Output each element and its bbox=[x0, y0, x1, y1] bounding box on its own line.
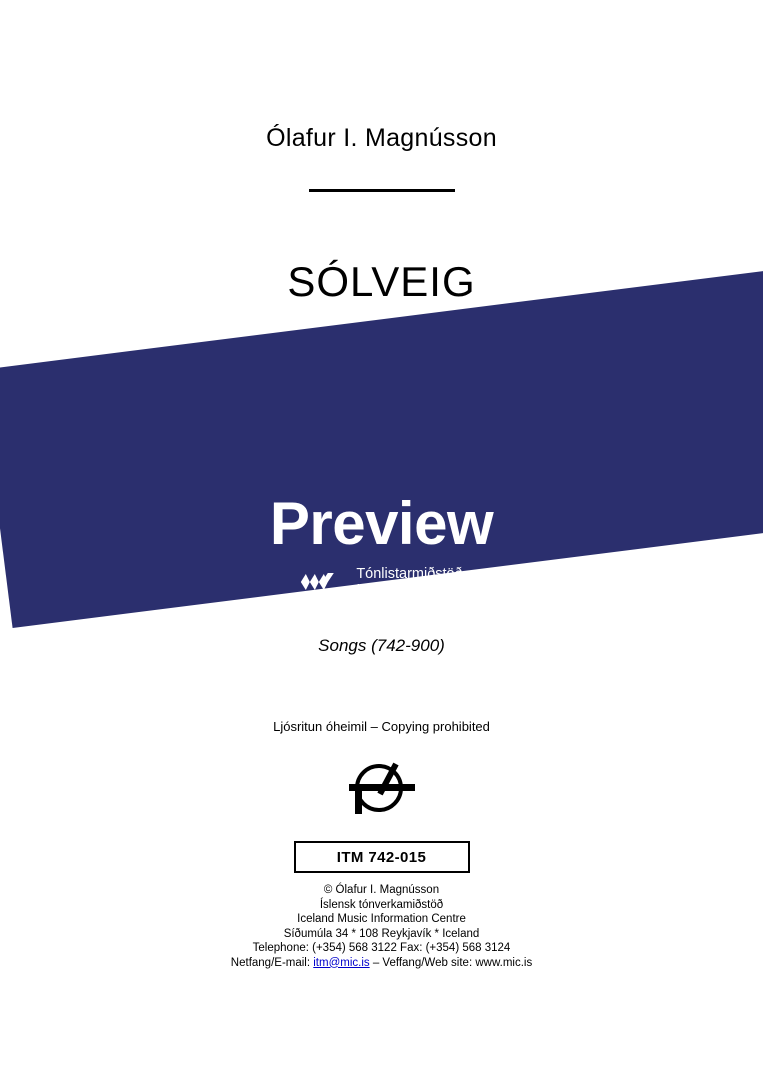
iceland-music-brand-text bbox=[356, 566, 462, 598]
imprint-copyright: © Ólafur I. Magnússon bbox=[323, 884, 440, 896]
email-link[interactable]: itm@mic.is bbox=[313, 956, 370, 969]
imprint-address: Síðumúla 34 * 108 Reykjavík * Iceland bbox=[283, 927, 480, 940]
brand-line-english: Iceland Music bbox=[356, 582, 445, 598]
series-label: Songs (742-900) bbox=[318, 636, 445, 655]
composer-name: Ólafur I. Magnússon bbox=[266, 124, 497, 152]
imprint-publisher-is: Íslensk tónverkamiðstöð bbox=[319, 898, 444, 911]
imprint-email-prefix: Netfang/E-mail: bbox=[230, 956, 314, 969]
imprint-contact bbox=[0, 956, 763, 971]
iceland-music-brand bbox=[300, 566, 462, 598]
title-divider bbox=[309, 189, 455, 192]
iceland-music-logo-icon bbox=[300, 569, 346, 595]
imprint-web-suffix: – Veffang/Web site: www.mic.is bbox=[369, 956, 533, 969]
brand-line-icelandic: Tónlistarmiðstöð bbox=[356, 566, 463, 582]
catalogue-number-text: ITM 742-015 bbox=[336, 848, 427, 866]
publisher-logo-icon bbox=[347, 760, 417, 816]
preview-label: Preview bbox=[269, 490, 494, 557]
work-title: SÓLVEIG bbox=[287, 258, 476, 305]
catalogue-number-box bbox=[294, 841, 470, 873]
imprint-phone: Telephone: (+354) 568 3122 Fax: (+354) 568 3124 bbox=[252, 942, 511, 954]
imprint-publisher-en: Iceland Music Information Centre bbox=[297, 913, 466, 925]
copying-prohibited-note: Ljósritun óheimil – Copying prohibited bbox=[273, 719, 490, 734]
imprint-block bbox=[0, 883, 763, 970]
